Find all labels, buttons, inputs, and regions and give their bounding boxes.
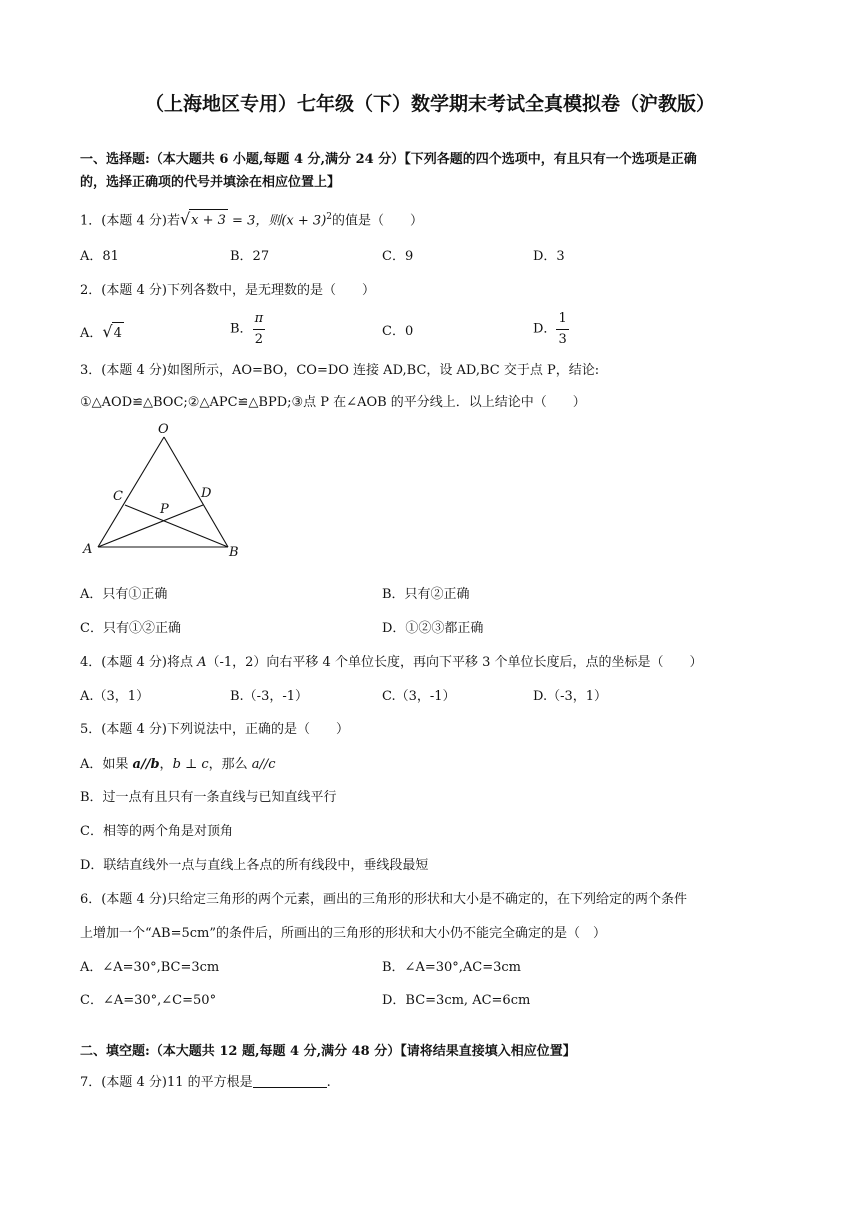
q4-suffix: （-1，2）向右平移 4 个单位长度，再向下平移 3 个单位长度后，点的坐标是（ ） bbox=[206, 655, 703, 670]
question-6-stem-line2: 上增加一个“AB=5cm”的条件后，所画出的三角形的形状和大小仍不能完全确定的是（ ） bbox=[80, 926, 607, 941]
q2-option-b bbox=[230, 309, 265, 350]
q6-option-d: D．BC=3cm, AC=6cm bbox=[382, 993, 531, 1008]
q7-answer-blank[interactable] bbox=[253, 1073, 327, 1088]
segment-oa bbox=[98, 437, 164, 547]
q2-option-b-label: B． bbox=[230, 321, 253, 337]
q5-option-c: C．相等的两个角是对顶角 bbox=[80, 824, 233, 839]
question-2-stem: 2．(本题 4 分)下列各数中，是无理数的是（ ） bbox=[80, 283, 375, 298]
q2-option-d-numerator: 1 bbox=[556, 309, 568, 330]
q1-radicand: x + 3 bbox=[189, 209, 228, 232]
q4-prefix: 4．(本题 4 分)将点 bbox=[80, 655, 198, 670]
question-6-stem-line1: 6．(本题 4 分)只给定三角形的两个元素，画出的三角形的形状和大小是不确定的，在下列给定的两个条件 bbox=[80, 892, 687, 907]
q4-option-a: A.（3，1） bbox=[80, 689, 150, 704]
label-c: C bbox=[113, 489, 123, 504]
label-b: B bbox=[229, 545, 239, 560]
q1-option-b: B．27 bbox=[230, 249, 270, 264]
q6-option-c: C．∠A=30°,∠C=50° bbox=[80, 993, 217, 1008]
label-o: O bbox=[158, 422, 169, 437]
q5-option-a-expr1: a//b bbox=[132, 757, 160, 772]
section1-header-line1: 一、选择题:（本大题共 6 小题,每题 4 分,满分 24 分）【下列各题的四个选项中，有且只有一个选项是正确 bbox=[80, 152, 697, 167]
q1-prefix: 1．(本题 4 分)若 bbox=[80, 213, 180, 229]
q4-option-d: D.（-3，1） bbox=[533, 689, 608, 704]
segment-ad bbox=[98, 505, 203, 547]
q5-option-a bbox=[80, 756, 276, 774]
q6-option-a: A．∠A=30°,BC=3cm bbox=[80, 960, 220, 975]
segment-bc bbox=[125, 505, 228, 547]
q3-triangle-figure bbox=[80, 420, 250, 565]
q5-option-a-expr2: b ⊥ c bbox=[172, 757, 209, 772]
q2-option-c: C．0 bbox=[382, 324, 414, 339]
q5-option-d: D．联结直线外一点与直线上各点的所有线段中，垂线段最短 bbox=[80, 858, 429, 873]
q5-option-a-sep: ， bbox=[159, 757, 173, 772]
q1-option-d: D．3 bbox=[533, 249, 565, 264]
q2-option-a-radicand: 4 bbox=[112, 322, 124, 345]
page-title: （上海地区专用）七年级（下）数学期末考试全真模拟卷（沪教版） bbox=[144, 93, 715, 115]
question-3-stem-line2: ①△AOD≌△BOC;②△APC≌△BPD;③点 P 在∠AOB 的平分线上．以上结论中（ ） bbox=[80, 395, 586, 410]
q4-option-c: C.（3，-1） bbox=[382, 689, 456, 704]
q2-option-a: A．√4 bbox=[80, 321, 124, 345]
q5-option-b: B．过一点有且只有一条直线与已知直线平行 bbox=[80, 790, 337, 805]
q2-option-b-numerator: π bbox=[253, 309, 266, 330]
q1-option-c: C．9 bbox=[382, 249, 414, 264]
question-4-stem bbox=[80, 654, 703, 672]
q1-exponent: 2 bbox=[326, 212, 332, 222]
q2-option-d-fraction bbox=[556, 309, 568, 350]
section1-header-line2: 的，选择正确项的代号并填涂在相应位置上】 bbox=[80, 175, 341, 190]
q3-option-b: B．只有②正确 bbox=[382, 587, 470, 602]
q7-suffix: . bbox=[326, 1075, 331, 1090]
q2-option-a-label: A． bbox=[80, 326, 103, 341]
q5-option-a-expr3: a//c bbox=[251, 757, 276, 772]
q3-option-d: D．①②③都正确 bbox=[382, 621, 484, 636]
q4-option-b: B.（-3，-1） bbox=[230, 689, 309, 704]
q2-option-b-fraction bbox=[253, 309, 266, 350]
q1-option-a: A．81 bbox=[80, 249, 119, 264]
section2-header: 二、填空题:（本大题共 12 题,每题 4 分,满分 48 分）【请将结果直接填入相应位置】 bbox=[80, 1044, 576, 1059]
label-a: A bbox=[83, 542, 93, 557]
q1-expr: (x + 3) bbox=[281, 213, 327, 229]
q3-option-c: C．只有①②正确 bbox=[80, 621, 181, 636]
label-p: P bbox=[160, 502, 169, 517]
q4-point: A bbox=[197, 655, 207, 670]
q2-option-d bbox=[533, 309, 569, 350]
question-7-stem bbox=[80, 1073, 331, 1092]
q5-option-a-prefix: A．如果 bbox=[80, 757, 133, 772]
q5-option-a-mid: ，那么 bbox=[208, 757, 252, 772]
q2-option-b-denominator: 2 bbox=[254, 332, 263, 347]
segment-ob bbox=[164, 437, 228, 547]
q1-eq: = 3，则 bbox=[227, 213, 282, 229]
q3-option-a: A．只有①正确 bbox=[80, 587, 168, 602]
q2-option-d-label: D． bbox=[533, 321, 557, 337]
label-d: D bbox=[201, 486, 212, 501]
question-1-stem: 1．(本题 4 分)若√x + 3 = 3，则$(x + 3)^2$的值是（ ） bbox=[80, 206, 423, 232]
q2-option-d-denominator: 3 bbox=[558, 332, 567, 347]
question-3-stem-line1: 3．(本题 4 分)如图所示，AO=BO，CO=DO 连接 AD,BC，设 AD,BC 交于点 P，结论: bbox=[80, 363, 600, 378]
question-5-stem: 5．(本题 4 分)下列说法中，正确的是（ ） bbox=[80, 722, 349, 737]
q6-option-b: B．∠A=30°,AC=3cm bbox=[382, 960, 522, 975]
q1-suffix: 的值是（ ） bbox=[332, 213, 424, 229]
q7-prefix: 7．(本题 4 分)11 的平方根是 bbox=[80, 1075, 253, 1090]
